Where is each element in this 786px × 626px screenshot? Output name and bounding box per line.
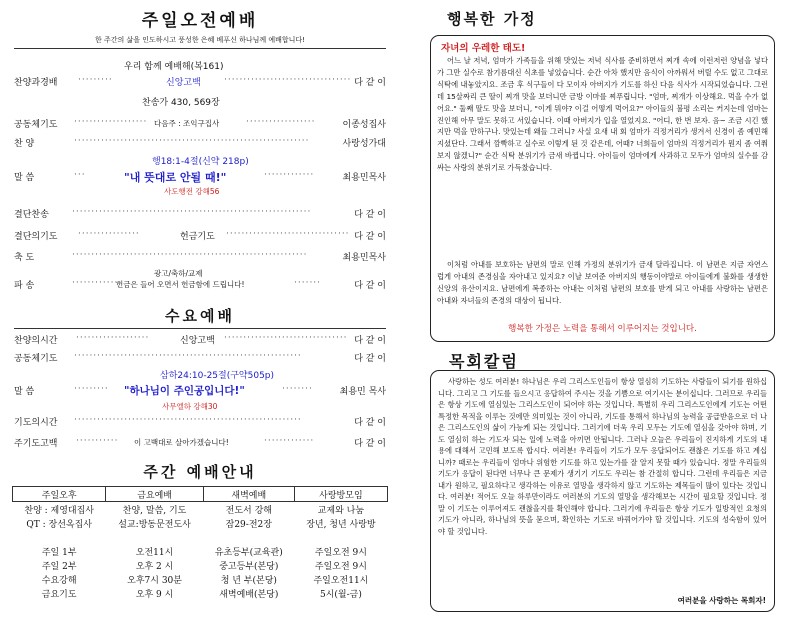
table-row: 찬양 : 제영대집사 찬양, 말씀, 기도 전도서 강해 교제와 나눔 (24, 505, 365, 516)
wed-praise-row: 찬양의시간 ··················· 신앙고백 ································ 다 같 이 (14, 333, 386, 346)
wed-sermon-row: 말 씀 ········· "하나님이 주인공입니다!" ········ 최용민 목사 (14, 384, 386, 397)
order-series-line: 사도행전 강해56 (164, 187, 220, 196)
column-header: 주일오후 (13, 487, 106, 502)
wed-scripture-line: 삼하24:10-25절(구약505p) (160, 371, 275, 381)
column-header: 새벽예배 (203, 487, 294, 502)
sunday-worship-title: 주일오전예배 (141, 11, 259, 31)
order-sending-row: 파 송 ············· 헌금은 들어 오면서 헌금함에 드립니다! ······· 다 같 이 (14, 278, 386, 291)
weekly-schedule-table (12, 486, 388, 600)
happy-family-title: 행복한 가정 (447, 10, 537, 28)
table-row: 수요강해 오후7시 30분 청 년 부(본당) 주일오전11시 (41, 575, 369, 586)
order-decision-hymn-row: 결단찬송 ······························································ 다 같 이 (14, 207, 386, 220)
section-divider (14, 48, 386, 49)
sunday-worship-subtitle: 한 주간의 삶을 인도하시고 풍성한 은혜 베푸신 하나님께 예배합니다! (95, 36, 305, 44)
wed-series-line: 사무엘하 강해30 (162, 402, 218, 411)
pastor-column-title: 목회칼럼 (449, 352, 519, 371)
order-decision-prayer-row: 결단의기도 ················ 헌금기도 ································ 다 같 이 (14, 229, 386, 242)
table-row: 주일 2부 오후 2 시 중고등부(본당) 주일오전 9시 (41, 561, 367, 572)
happy-family-box (430, 35, 775, 342)
table-row: 금요기도 오후 9 시 새벽예배(본당) 5시(월-금) (41, 589, 362, 600)
table-header-row (13, 487, 388, 502)
order-scripture-line: 행18:1-4절(신약 218p) (152, 157, 249, 167)
order-choir-row: 찬 양 ····························································· 사랑성가대 (14, 136, 386, 149)
section-divider (14, 328, 386, 329)
wednesday-worship-title: 수요예배 (165, 307, 235, 325)
weekly-worship-title: 주간 예배안내 (143, 463, 257, 481)
happy-family-paragraph: 어느 날 저녁, 엄마가 가족들을 위해 맛있는 저녁 식사를 준비하면서 찌개 속에 이런저런 양념을 넣다가 그만 실수로 참기름대신 식초를 넣었습니다. 순간 아차 했지만 음식이 아까워서 버릴 수도 없고 그대로 식탁에 내놓았지요. 조금 후 식구들이 다 모이자 아버지가 기도를 하신 다음 식사가 시작되었습니다. 그런데 15살짜리 큰 딸이 찌개 맛을 보더니만 금방 이마를 찌푸립니다. "엄마, 찌개가 이상해요. 먹을 수가 없어요." 둘째 딸도 맛을 보더니, "이게 뭐야? 이걸 어떻게 먹어요?" 아이들의 불평 소리는 커지는데 엄마는 진인해 아무 말도 못하고 서있습니다. 이때 아버지가 입을 열었지요. "어디, 한 번 보자. 음~ 조금 시긴 했지만 먹을 만하구나. 맛있는데 왜들 그러니? 사실 요새 내 회 엄마가 걱정거리가 생겨서 신경이 좀 예민해지셨단다. 그래서 깜빡하고 실수로 이렇게 된 것 같은데, 어때? 너희들이 엄마의 걱정거리가 뭔지 좀 여쭤 보지 않겠니?" 순간 식탁 분위기가 금새 바뀝니다. 아이들이 엄마에게 사과하고 모두가 엄마의 실수를 감싸는 사랑의 분위기로 가득찼습니다. (437, 56, 768, 173)
table-row (13, 530, 388, 544)
order-praise-row: 찬양과경배 ········· 신앙고백 ································· 다 같 이 (14, 75, 386, 88)
pastor-signature: 여러분을 사랑하는 목회자! (677, 596, 766, 605)
order-sermon-row: 말 씀 ··· "내 뜻대로 안될 때!" ············· 최용민목사 (14, 170, 386, 184)
pastor-column-text: 사랑하는 성도 여러분! 하나님은 우리 그리스도인들이 항상 열심히 기도하는 사람들이 되기를 원하십니다. 그리고 그 기도를 들으시고 응답하여 주시는 것을 기쁨으로 여기시는 분이십니다. 그러므로 우리들은 항상 기도에 열심있는 그리스도인이 되어야 하는 것입니다. 특별히 우리 그리스도인에게 기도는 어떤 특정한 목적을 이루는 것에만 의미있는 것이 아니라, 기도를 통해서 하나님의 능력을 공급받음으로 더 나은 그리스도인의 삶이 가능케 되는 것입니다. 그러기에 더욱 우리 모두는 기도에 열심을 갖아야 하며, 기도 열심히 하는 기도자 되는 일에 노력을 아끼면 안됩니다. 그러나 오늘은 우리들이 진지하게 기도의 내용에 대해서 고민해 보도록 합시다. 여러분! 우리들이 기도가 모두 응답되어도 괜찮은 기도를 하고 계십니까? 때로는 우리들이 엄마나 위험한 기도를 하고 있는가를 잘 알지 못할 때가 있습니다. 정말 우리들의 기도가 응답이 된다면 너무나 큰 문제가 생기기 기도도 우리는 참 간절히 합니다. 그런데 우리들은 지금 내가 원하고, 필요하다고 생각하는 이유로 열망을 생각하지 않고 기도하는 제목들이 많이 있다는 것입니다. 여러분! 적어도 오늘 하루만이라도 여러분의 기도의 열망을 생각해보는 시간이 필요할 것입니다. 정말 이 기도는 이루어져도 괜찮을지를 확인해야 합니다. 그러기에 우리들은 항상 기도가 일방적인 요청의 기도가 아니라, 하나님의 뜻을 묻으며, 확인하는 기도로 바꿔어가야 할 것입니다. 기도의 성숙함이 있어야 할 것입니다. (438, 377, 767, 536)
table-row: QT : 장선옥집사 설교:방동문전도사 잠29-전2장 장년, 청년 사랑방 (26, 519, 376, 530)
order-announcement-line: 광고/축하/교제 (154, 269, 203, 278)
column-header: 금요예배 (106, 487, 203, 502)
pastor-column-box (430, 370, 775, 612)
order-community-prayer-row: 공동체기도 ··················· 다음주 : 조익구집사 ·················· 이종성집사 (14, 117, 386, 130)
wed-lords-prayer-row: 주기도고백 ··········· 이 고백대로 살아가겠습니다! ············· 다 같 이 (14, 436, 386, 449)
happy-family-footer: 행복한 가정은 노력을 통해서 이루어지는 것입니다. (508, 324, 697, 334)
wed-community-prayer-row: 공동체기도 ··························································· 다 같 이 (14, 351, 386, 364)
wed-prayer-row: 기도의시간 ··························································· 다 같 이 (14, 415, 386, 428)
happy-family-heading: 자녀의 우레한 태도! (441, 43, 526, 54)
happy-family-paragraph: 이처럼 아내를 보호하는 남편의 말로 인해 가정의 분위기가 금새 달라집니다. 이 남편은 지금 자연스럽게 아내의 존경심을 자아내고 있지요? 이날 보여준 아버지의 행동이야말로 아이들에게 불화를 생생한 신앙의 유산이지요. 남편에게 복종하는 아내는 이처럼 남편의 보호를 받게 되고 아내를 사랑하는 남편은 아내와 자녀들의 존경의 대상이 됩니다. (437, 260, 768, 305)
column-header: 사랑방모임 (294, 487, 387, 502)
table-row: 주일 1부 오전11시 유초등부(교육관) 주일오전 9시 (41, 547, 367, 558)
order-benediction-row: 축 도 ····························································· 최용민목사 (14, 250, 386, 263)
order-hymn-line: 우리 함께 예배해(복161) (124, 62, 224, 72)
order-hymnal-line: 찬송가 430, 569장 (142, 98, 220, 108)
